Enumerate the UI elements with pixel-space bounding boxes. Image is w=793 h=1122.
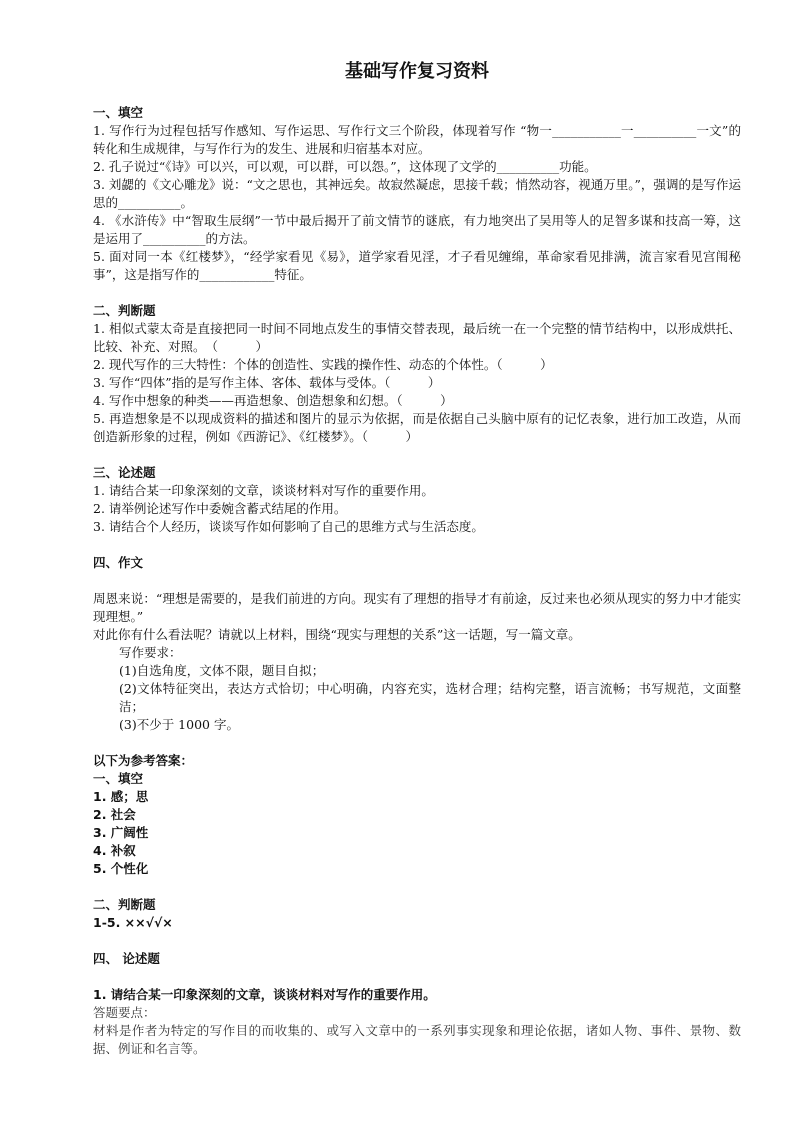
requirements-label: 写作要求：: [119, 645, 182, 660]
answers-fill-heading: 一、填空: [93, 771, 144, 786]
composition-quote: 周恩来说：“理想是需要的，是我们前进的方向。现实有了理想的指导才有前途，反过来也必须从现实的努力中才能实现理想。”: [93, 591, 741, 624]
requirement-item: (3)不少于 1000 字。: [119, 717, 239, 732]
section-heading-essay-questions: 三、论述题: [93, 465, 156, 480]
judge-answers: 1-5. ××√√×: [93, 915, 173, 930]
judge-question: 2. 现代写作的三大特性：个体的创造性、实践的操作性、动态的个体性。（ ）: [93, 357, 553, 372]
fill-question: 4. 《水浒传》中“智取生辰纲”一节中最后揭开了前文情节的谜底，有力地突出了吴用等人的足智多谋和技高一筹，这是运用了__________的方法。: [93, 213, 741, 246]
document-page: [93, 60, 741, 1058]
answers-judge-heading: 二、判断题: [93, 897, 156, 912]
judge-question: 4. 写作中想象的种类——再造想象、创造想象和幻想。（ ）: [93, 393, 453, 408]
answer-points-label: 答题要点：: [93, 1005, 156, 1020]
fill-answer: 3. 广阔性: [93, 825, 149, 840]
fill-answer: 2. 社会: [93, 807, 136, 822]
essay-question: 3. 请结合个人经历，谈谈写作如何影响了自己的思维方式与生活态度。: [93, 519, 484, 534]
fill-question: 2. 孔子说过“《诗》可以兴，可以观，可以群，可以怨。”，这体现了文学的__________功能。: [93, 159, 597, 174]
fill-answer: 5. 个性化: [93, 861, 149, 876]
fill-question: 5. 面对同一本《红楼梦》，“经学家看见《易》，道学家看见淫，才子看见缠绵，革命家看见排满，流言家看见宫闱秘事”，这是指写作的____________特征。: [93, 249, 741, 282]
document-title: 基础写作复习资料: [345, 61, 489, 82]
answers-essay-question: 1. 请结合某一印象深刻的文章，谈谈材料对写作的重要作用。: [93, 987, 436, 1002]
section-heading-composition: 四、作文: [93, 555, 144, 570]
answer-points-text: 材料是作者为特定的写作目的而收集的、或写入文章中的一系列事实现象和理论依据，诸如人物、事件、景物、数据、例证和名言等。: [93, 1023, 741, 1056]
answers-essay-heading: 四、 论述题: [93, 951, 160, 966]
composition-prompt: 对此你有什么看法呢？请就以上材料，围绕“现实与理想的关系”这一话题，写一篇文章。: [93, 627, 581, 642]
fill-answer: 1. 感；思: [93, 789, 149, 804]
judge-question: 1. 相似式蒙太奇是直接把同一时间不同地点发生的事情交替表现，最后统一在一个完整的情节结构中，以形成烘托、比较、补充、对照。 （ ）: [93, 321, 741, 354]
essay-question: 2. 请举例论述写作中委婉含蓄式结尾的作用。: [93, 501, 347, 516]
essay-question: 1. 请结合某一印象深刻的文章，谈谈材料对写作的重要作用。: [93, 483, 434, 498]
section-heading-fill-blank: 一、填空: [93, 105, 144, 120]
judge-question: 5. 再造想象是不以现成资料的描述和图片的显示为依据，而是依据自己头脑中原有的记忆表象，进行加工改造，从而创造新形象的过程，例如《西游记》、《红楼梦》。（ ）: [93, 411, 741, 444]
fill-question: 3. 刘勰的《文心雕龙》说：“文之思也，其神远矣。故寂然凝虑，思接千载；悄然动容，视通万里。”，强调的是写作运思的__________。: [93, 177, 741, 210]
fill-question: 1. 写作行为过程包括写作感知、写作运思、写作行文三个阶段，体现着写作 “物一___________一__________一文”的转化和生成规律，与写作行为的发生、进展和归宿基本对应。: [93, 123, 741, 156]
answers-heading: 以下为参考答案：: [93, 753, 194, 768]
fill-answer: 4. 补叙: [93, 843, 136, 858]
judge-question: 3. 写作“四体”指的是写作主体、客体、载体与受体。（ ）: [93, 375, 441, 390]
requirement-item: (1)自选角度，文体不限，题目自拟；: [119, 663, 325, 678]
section-heading-true-false: 二、判断题: [93, 303, 156, 318]
requirement-item: (2)文体特征突出，表达方式恰切；中心明确，内容充实，选材合理；结构完整，语言流畅；书写规范，文面整洁；: [119, 681, 741, 714]
